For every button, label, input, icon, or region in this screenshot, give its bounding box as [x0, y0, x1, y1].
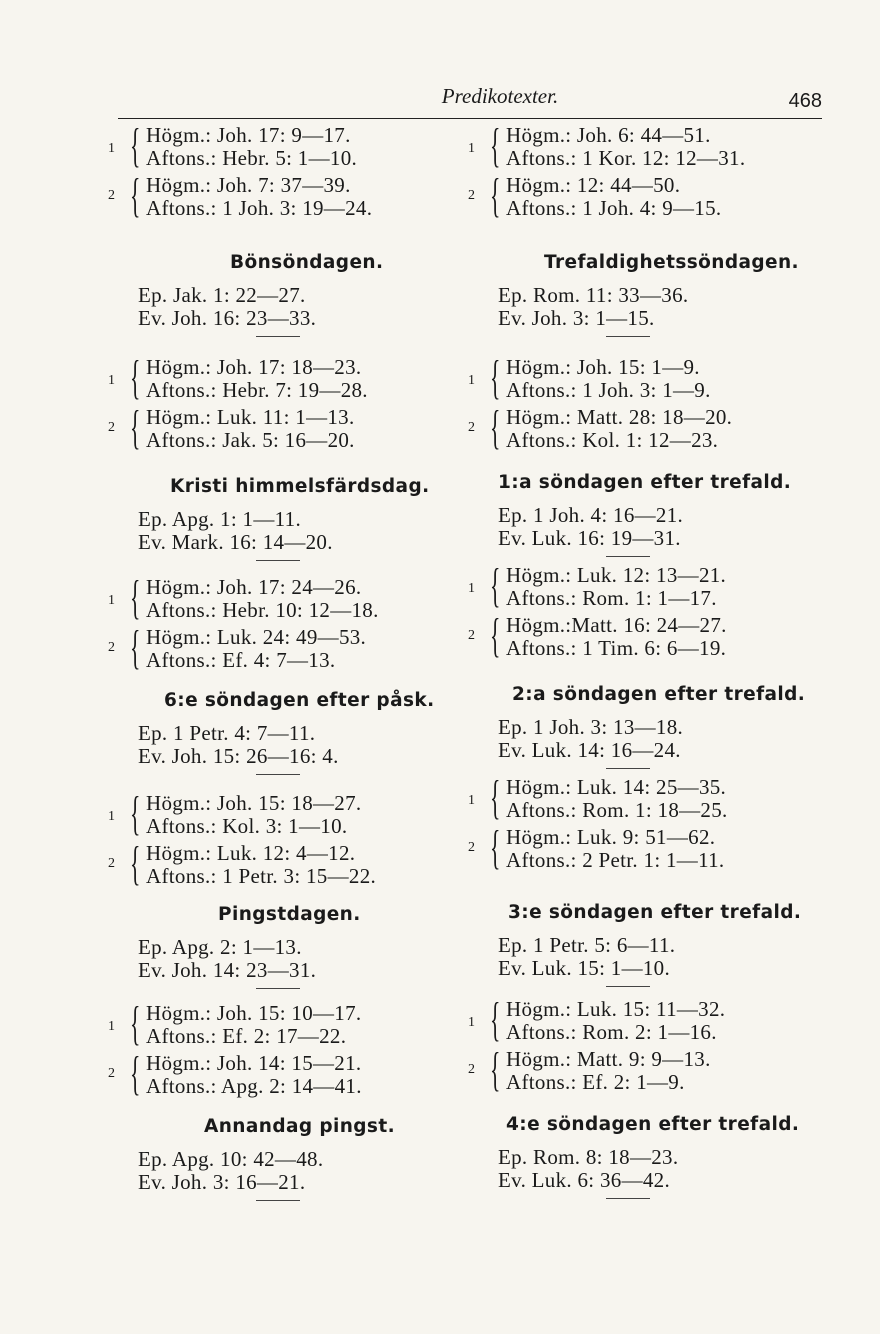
hogmassa-reading: Högm.: Joh. 17: 24—26.	[146, 575, 362, 599]
aftonsang-reading: Aftons.: 1 Joh. 3: 1—9.	[506, 378, 711, 402]
alternative-number: 1	[108, 593, 115, 608]
section-divider	[606, 556, 650, 557]
epistle-gospel-readings	[498, 716, 683, 762]
epistle-reading: Ep. 1 Joh. 3: 13—18.	[498, 715, 684, 739]
alternative-number: 2	[108, 188, 115, 203]
gospel-reading: Ev. Joh. 16: 23—33.	[138, 306, 317, 330]
brace-glyph: {	[490, 401, 501, 454]
aftonsang-reading: Aftons.: Ef. 2: 1—9.	[506, 1070, 685, 1094]
alternative-number: 1	[468, 793, 475, 808]
gospel-reading: Ev. Joh. 3: 16—21.	[138, 1170, 306, 1194]
alternative-number: 1	[108, 141, 115, 156]
sunday-heading: Kristi himmelsfärdsdag.	[170, 476, 430, 497]
epistle-reading: Ep. Apg. 2: 1—13.	[138, 935, 302, 959]
reading-pair	[146, 174, 372, 220]
brace-glyph: {	[490, 771, 501, 824]
hogmassa-reading: Högm.: Joh. 14: 15—21.	[146, 1051, 362, 1075]
alternative-number: 2	[108, 856, 115, 871]
epistle-reading: Ep. Jak. 1: 22—27.	[138, 283, 306, 307]
reading-pair	[146, 576, 379, 622]
hogmassa-reading: Högm.: 12: 44—50.	[506, 173, 681, 197]
aftonsang-reading: Aftons.: Hebr. 7: 19—28.	[146, 378, 368, 402]
hogmassa-reading: Högm.: Luk. 12: 4—12.	[146, 841, 356, 865]
section-divider	[256, 1200, 300, 1201]
epistle-reading: Ep. 1 Petr. 4: 7—11.	[138, 721, 316, 745]
alternative-number: 2	[108, 1066, 115, 1081]
alternative-number: 1	[468, 141, 475, 156]
reading-pair	[506, 174, 721, 220]
epistle-gospel-readings	[138, 936, 316, 982]
hogmassa-reading: Högm.: Luk. 9: 51—62.	[506, 825, 716, 849]
hogmassa-reading: Högm.: Joh. 15: 18—27.	[146, 791, 362, 815]
hogmassa-reading: Högm.: Joh. 6: 44—51.	[506, 123, 711, 147]
reading-pair	[146, 406, 355, 452]
section-divider	[256, 988, 300, 989]
aftonsang-reading: Aftons.: Ef. 2: 17—22.	[146, 1024, 347, 1048]
header-rule	[118, 118, 822, 119]
alternative-number: 1	[468, 373, 475, 388]
aftonsang-reading: Aftons.: 1 Petr. 3: 15—22.	[146, 864, 377, 888]
aftonsang-reading: Aftons.: 1 Joh. 4: 9—15.	[506, 196, 722, 220]
epistle-reading: Ep. Apg. 10: 42—48.	[138, 1147, 324, 1171]
aftonsang-reading: Aftons.: Hebr. 5: 1—10.	[146, 146, 358, 170]
brace-glyph: {	[130, 169, 141, 222]
reading-pair	[506, 1048, 711, 1094]
hogmassa-reading: Högm.: Luk. 15: 11—32.	[506, 997, 726, 1021]
brace-glyph: {	[130, 401, 141, 454]
gospel-reading: Ev. Luk. 6: 36—42.	[498, 1168, 671, 1192]
epistle-reading: Ep. 1 Petr. 5: 6—11.	[498, 933, 676, 957]
epistle-reading: Ep. Rom. 8: 18—23.	[498, 1145, 679, 1169]
reading-pair	[506, 406, 732, 452]
alternative-number: 2	[468, 840, 475, 855]
epistle-gospel-readings	[138, 1148, 323, 1194]
aftonsang-reading: Aftons.: Rom. 1: 18—25.	[506, 798, 728, 822]
epistle-reading: Ep. 1 Joh. 4: 16—21.	[498, 503, 684, 527]
brace-glyph: {	[490, 119, 501, 172]
epistle-gospel-readings	[498, 934, 675, 980]
brace-glyph: {	[490, 821, 501, 874]
brace-glyph: {	[490, 351, 501, 404]
page-header	[118, 84, 822, 114]
gospel-reading: Ev. Mark. 16: 14—20.	[138, 530, 333, 554]
alternative-number: 1	[108, 809, 115, 824]
hogmassa-reading: Högm.: Joh. 15: 10—17.	[146, 1001, 362, 1025]
reading-pair	[506, 998, 725, 1044]
brace-glyph: {	[130, 571, 141, 624]
alternative-number: 2	[108, 420, 115, 435]
reading-pair	[146, 792, 361, 838]
brace-glyph: {	[130, 1047, 141, 1100]
reading-pair	[506, 124, 745, 170]
section-divider	[256, 336, 300, 337]
section-divider	[256, 774, 300, 775]
sunday-heading: Annandag pingst.	[204, 1116, 396, 1137]
section-divider	[606, 336, 650, 337]
reading-pair	[506, 614, 727, 660]
epistle-reading: Ep. Rom. 11: 33—36.	[498, 283, 689, 307]
hogmassa-reading: Högm.: Joh. 17: 9—17.	[146, 123, 351, 147]
hogmassa-reading: Högm.: Luk. 11: 1—13.	[146, 405, 355, 429]
gospel-reading: Ev. Joh. 3: 1—15.	[498, 306, 655, 330]
brace-glyph: {	[130, 119, 141, 172]
alternative-number: 2	[108, 640, 115, 655]
hogmassa-reading: Högm.: Joh. 15: 1—9.	[506, 355, 700, 379]
epistle-gospel-readings	[498, 1146, 678, 1192]
reading-pair	[146, 356, 368, 402]
epistle-gospel-readings	[138, 508, 333, 554]
reading-pair	[146, 842, 376, 888]
brace-glyph: {	[490, 609, 501, 662]
aftonsang-reading: Aftons.: Ef. 4: 7—13.	[146, 648, 336, 672]
hogmassa-reading: Högm.:Matt. 16: 24—27.	[506, 613, 727, 637]
gospel-reading: Ev. Luk. 15: 1—10.	[498, 956, 671, 980]
aftonsang-reading: Aftons.: 1 Tim. 6: 6—19.	[506, 636, 727, 660]
sunday-heading: Trefaldighetssöndagen.	[544, 252, 799, 273]
reading-pair	[146, 124, 357, 170]
alternative-number: 1	[108, 373, 115, 388]
sunday-heading: 6:e söndagen efter påsk.	[164, 690, 435, 711]
aftonsang-reading: Aftons.: 2 Petr. 1: 1—11.	[506, 848, 725, 872]
alternative-number: 2	[468, 420, 475, 435]
page-number: 468	[788, 90, 822, 112]
aftonsang-reading: Aftons.: Kol. 1: 12—23.	[506, 428, 719, 452]
brace-glyph: {	[130, 997, 141, 1050]
sunday-heading: Pingstdagen.	[218, 904, 361, 925]
hogmassa-reading: Högm.: Joh. 7: 37—39.	[146, 173, 351, 197]
section-divider	[606, 986, 650, 987]
aftonsang-reading: Aftons.: Kol. 3: 1—10.	[146, 814, 348, 838]
hogmassa-reading: Högm.: Matt. 28: 18—20.	[506, 405, 733, 429]
brace-glyph: {	[490, 169, 501, 222]
epistle-gospel-readings	[498, 284, 688, 330]
sunday-heading: Bönsöndagen.	[230, 252, 384, 273]
brace-glyph: {	[490, 559, 501, 612]
reading-pair	[506, 564, 726, 610]
hogmassa-reading: Högm.: Luk. 14: 25—35.	[506, 775, 727, 799]
reading-pair	[506, 776, 728, 822]
reading-pair	[146, 1002, 361, 1048]
section-divider	[606, 1198, 650, 1199]
gospel-reading: Ev. Joh. 15: 26—16: 4.	[138, 744, 339, 768]
brace-glyph: {	[130, 351, 141, 404]
gospel-reading: Ev. Luk. 14: 16—24.	[498, 738, 681, 762]
alternative-number: 2	[468, 1062, 475, 1077]
alternative-number: 2	[468, 628, 475, 643]
alternative-number: 1	[468, 1015, 475, 1030]
epistle-reading: Ep. Apg. 1: 1—11.	[138, 507, 301, 531]
hogmassa-reading: Högm.: Luk. 24: 49—53.	[146, 625, 367, 649]
brace-glyph: {	[130, 621, 141, 674]
alternative-number: 2	[468, 188, 475, 203]
aftonsang-reading: Aftons.: Rom. 2: 1—16.	[506, 1020, 717, 1044]
page-title: Predikotexter.	[441, 84, 559, 108]
aftonsang-reading: Aftons.: Jak. 5: 16—20.	[146, 428, 355, 452]
aftonsang-reading: Aftons.: Rom. 1: 1—17.	[506, 586, 717, 610]
gospel-reading: Ev. Luk. 16: 19—31.	[498, 526, 681, 550]
section-divider	[606, 768, 650, 769]
brace-glyph: {	[490, 993, 501, 1046]
hogmassa-reading: Högm.: Luk. 12: 13—21.	[506, 563, 727, 587]
sunday-heading: 1:a söndagen efter trefald.	[498, 472, 792, 493]
reading-pair	[146, 626, 366, 672]
epistle-gospel-readings	[138, 284, 316, 330]
section-divider	[256, 560, 300, 561]
hogmassa-reading: Högm.: Matt. 9: 9—13.	[506, 1047, 711, 1071]
reading-pair	[146, 1052, 362, 1098]
epistle-gospel-readings	[138, 722, 339, 768]
reading-pair	[506, 826, 724, 872]
alternative-number: 1	[108, 1019, 115, 1034]
aftonsang-reading: Aftons.: 1 Kor. 12: 12—31.	[506, 146, 746, 170]
gospel-reading: Ev. Joh. 14: 23—31.	[138, 958, 317, 982]
aftonsang-reading: Aftons.: Hebr. 10: 12—18.	[146, 598, 379, 622]
sunday-heading: 3:e söndagen efter trefald.	[508, 902, 802, 923]
aftonsang-reading: Aftons.: 1 Joh. 3: 19—24.	[146, 196, 373, 220]
brace-glyph: {	[130, 837, 141, 890]
reading-pair	[506, 356, 711, 402]
aftonsang-reading: Aftons.: Apg. 2: 14—41.	[146, 1074, 362, 1098]
epistle-gospel-readings	[498, 504, 683, 550]
sunday-heading: 4:e söndagen efter trefald.	[506, 1114, 800, 1135]
sunday-heading: 2:a söndagen efter trefald.	[512, 684, 806, 705]
brace-glyph: {	[130, 787, 141, 840]
brace-glyph: {	[490, 1043, 501, 1096]
hogmassa-reading: Högm.: Joh. 17: 18—23.	[146, 355, 362, 379]
alternative-number: 1	[468, 581, 475, 596]
